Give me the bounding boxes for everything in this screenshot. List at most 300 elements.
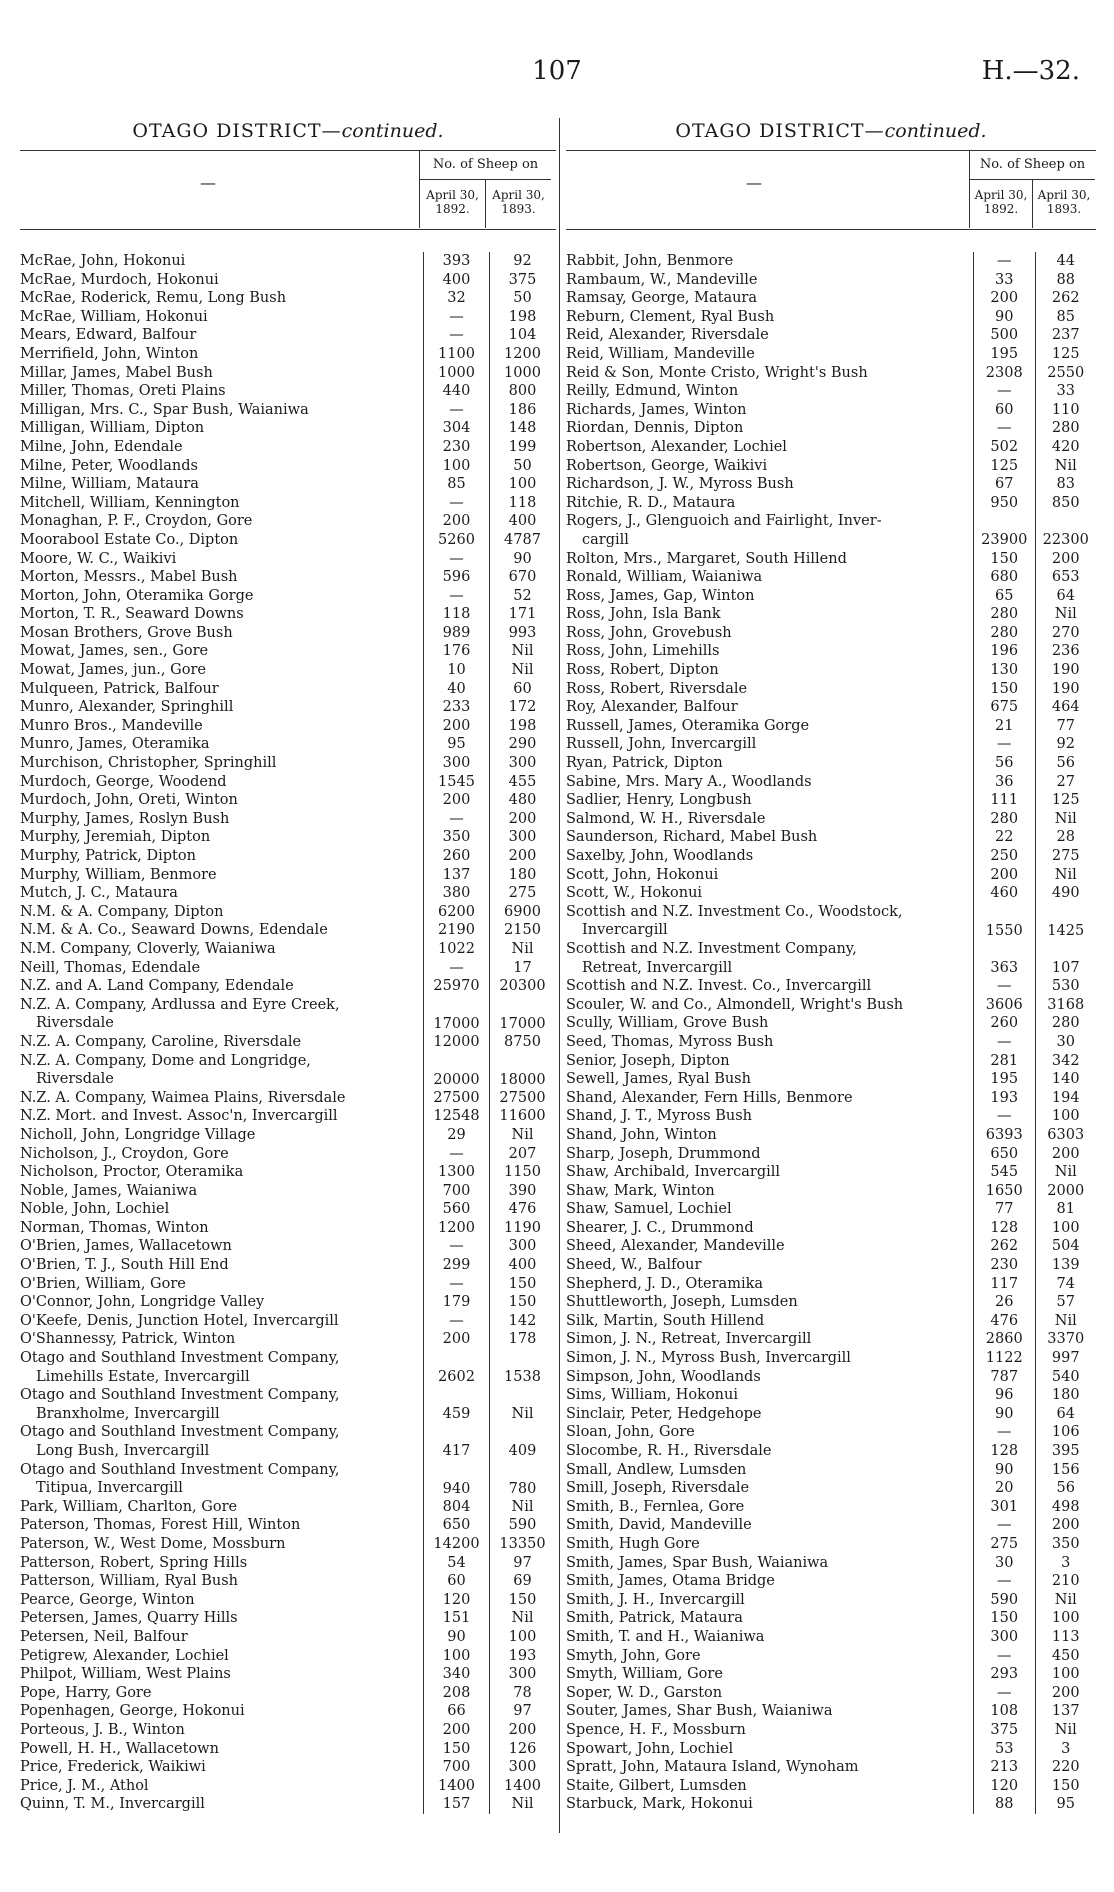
owner-name-text: Sharp, Joseph, Drummond [566,1145,761,1162]
owner-name [20,1293,423,1312]
sheep-1893-value: 2550 [1035,364,1097,383]
table-row [566,419,1096,438]
owner-name [566,289,973,308]
owner-name-text: Scully, William, Grove Bush [566,1015,769,1032]
owner-name [566,977,973,996]
table-row [566,1665,1096,1684]
owner-name [20,587,423,606]
owner-name-text: Senior, Joseph, Dipton [566,1052,730,1069]
column-divider [559,118,560,1833]
owner-name [20,735,423,754]
owner-name [566,401,973,420]
sheep-1893-value: 3 [1035,1554,1097,1573]
owner-name [566,587,973,606]
sheep-1892-value: 65 [973,587,1035,606]
table-row [20,587,556,606]
sheep-1893-value: 100 [1035,1219,1097,1238]
sheep-1892-value: 440 [423,382,489,401]
sheep-1893-value: 90 [489,550,555,569]
sheep-1892-value: 459 [423,1386,489,1423]
sheep-1893-value: 850 [1035,494,1097,513]
table-row [20,921,556,940]
table-row [20,717,556,736]
sheep-1892-value: 280 [973,810,1035,829]
owner-name-text: N.Z. Mort. and Invest. Assoc'n, Invercargill [20,1108,338,1125]
table-row [20,1293,556,1312]
table-row [566,1256,1096,1275]
table-row [20,1535,556,1554]
sheep-1893-value: 590 [489,1516,555,1535]
owner-name [20,419,423,438]
sheep-1893-value: 200 [489,1721,555,1740]
table-row [566,866,1096,885]
sheep-1892-value: 100 [423,1647,489,1666]
table-row [566,1795,1096,1814]
owner-name-continued: Invercargill [582,922,668,939]
sheep-1893-value: 530 [1035,977,1097,996]
owner-name-text: N.Z. and A. Land Company, Edendale [20,978,294,995]
owner-name-text: Smill, Joseph, Riversdale [566,1480,750,1497]
sheep-1893-value: 33 [1035,382,1097,401]
owner-name [566,438,973,457]
owner-name-text: Sinclair, Peter, Hedgehope [566,1405,762,1422]
sheep-1892-value: — [423,1312,489,1331]
table-row [20,1554,556,1573]
owner-name [20,1052,423,1089]
owner-name [566,1479,973,1498]
table-row [566,642,1096,661]
owner-name [20,531,423,550]
table-row [566,1033,1096,1052]
owner-name [20,1182,423,1201]
owner-name [20,1721,423,1740]
table-row [566,1591,1096,1610]
owner-name [566,996,973,1015]
sheep-1893-value: 3 [1035,1740,1097,1759]
sheep-1892-value: 10 [423,661,489,680]
owner-name-text: Neill, Thomas, Edendale [20,959,201,976]
owner-name [566,642,973,661]
table-row [566,1349,1096,1368]
owner-name-text: McRae, Murdoch, Hokonui [20,271,219,288]
sheep-1893-value: 52 [489,587,555,606]
table-row [566,401,1096,420]
sheep-1893-value: 275 [489,884,555,903]
owner-name [566,1758,973,1777]
sheep-1893-value: 56 [1035,754,1097,773]
table-row [566,1219,1096,1238]
owner-name [20,1163,423,1182]
sheep-1893-value: 190 [1035,680,1097,699]
owner-name-text: Quinn, T. M., Invercargill [20,1796,205,1813]
owner-name [20,1330,423,1349]
sheep-1893-value: Nil [1035,1721,1097,1740]
owner-name-text: McRae, William, Hokonui [20,308,208,325]
owner-name-text: N.M. Company, Cloverly, Waianiwa [20,940,276,957]
owner-name-text: Morton, John, Oteramika Gorge [20,587,254,604]
sheep-1892-value: — [423,326,489,345]
table-row [20,1237,556,1256]
owner-name-text: Spratt, John, Mataura Island, Wynoham [566,1759,859,1776]
left-title-cont: continued. [341,120,444,142]
owner-name-text: Petersen, James, Quarry Hills [20,1610,238,1627]
table-row [566,1014,1096,1033]
owner-name [566,1572,973,1591]
owner-name [566,1628,973,1647]
table-row [566,1554,1096,1573]
owner-name-text: Murdoch, John, Oreti, Winton [20,792,238,809]
sheep-1893-value: 194 [1035,1089,1097,1108]
owner-name [566,1014,973,1033]
table-row [20,252,556,271]
sheep-1893-value: 1000 [489,364,555,383]
table-row [566,977,1096,996]
owner-name [566,1442,973,1461]
owner-name-text: Sheed, W., Balfour [566,1257,702,1274]
owner-name [20,1740,423,1759]
sheep-1893-value: 60 [489,680,555,699]
table-row [20,977,556,996]
table-row [20,1665,556,1684]
owner-name-text: Norman, Thomas, Winton [20,1219,209,1236]
sheep-1893-value: 118 [489,494,555,513]
sheep-1893-value: 300 [489,754,555,773]
owner-name-text: Smith, J. H., Invercargill [566,1591,745,1608]
sheep-1892-value: 1550 [973,903,1035,940]
sheep-1893-value: Nil [1035,810,1097,829]
sheep-1893-value: 280 [1035,1014,1097,1033]
table-row [20,680,556,699]
sheep-1892-value: 1400 [423,1777,489,1796]
owner-name-text: Souter, James, Shar Bush, Waianiwa [566,1703,833,1720]
owner-name [20,1498,423,1517]
owner-name [566,828,973,847]
sheep-1892-value: 120 [423,1591,489,1610]
sheep-1893-value: Nil [1035,1163,1097,1182]
sheep-1893-value: 186 [489,401,555,420]
sheep-1893-value: 395 [1035,1442,1097,1461]
sheep-1893-value: 236 [1035,642,1097,661]
owner-name-text: Smyth, William, Gore [566,1666,723,1683]
owner-name-text: Shepherd, J. D., Oteramika [566,1275,764,1292]
sheep-1893-value: Nil [489,1386,555,1423]
table-row [20,308,556,327]
owner-name-text: Simpson, John, Woodlands [566,1368,761,1385]
sheep-1893-value: 30 [1035,1033,1097,1052]
sheep-1892-value: 650 [973,1145,1035,1164]
sheep-1892-value: 262 [973,1237,1035,1256]
sheep-1892-value: — [423,1145,489,1164]
owner-name-text: Shand, John, Winton [566,1126,717,1143]
sheep-1893-value: 6303 [1035,1126,1097,1145]
owner-name-text: N.Z. A. Company, Waimea Plains, Riversdale [20,1089,346,1106]
table-row [566,680,1096,699]
sheep-1893-value: 220 [1035,1758,1097,1777]
owner-name-text: O'Brien, William, Gore [20,1275,186,1292]
sheep-1893-value: Nil [1035,1312,1097,1331]
sheep-1893-value: 100 [1035,1665,1097,1684]
sheep-1893-value: 300 [489,1237,555,1256]
owner-name [20,494,423,513]
sheep-1893-value: 280 [1035,419,1097,438]
owner-name [20,959,423,978]
sheep-1893-value: 420 [1035,438,1097,457]
table-row [20,1200,556,1219]
table-row [566,1293,1096,1312]
sheep-1892-value: — [423,587,489,606]
owner-name [20,1609,423,1628]
owner-name-text: Mowat, James, jun., Gore [20,662,206,679]
owner-name-text: Seed, Thomas, Myross Bush [566,1033,774,1050]
owner-name [566,271,973,290]
owner-name [566,550,973,569]
owner-name-text: Noble, James, Waianiwa [20,1182,198,1199]
owner-name-text: Reilly, Edmund, Winton [566,383,739,400]
table-row [20,1312,556,1331]
sheep-1893-value: 100 [1035,1107,1097,1126]
sheep-1893-value: 1425 [1035,903,1097,940]
sheep-1892-value: — [423,401,489,420]
owner-name [566,1405,973,1424]
owner-name [20,791,423,810]
table-row [20,1516,556,1535]
owner-name-text: O'Keefe, Denis, Junction Hotel, Invercargill [20,1312,339,1329]
sheep-1893-value: 81 [1035,1200,1097,1219]
table-row [566,494,1096,513]
owner-name-text: Murphy, Patrick, Dipton [20,848,196,864]
sheep-1892-value: — [423,308,489,327]
owner-name [566,1740,973,1759]
table-row [566,1126,1096,1145]
owner-name-text: Sewell, James, Ryal Bush [566,1071,751,1088]
sheep-1892-value: 96 [973,1386,1035,1405]
owner-name-text: Paterson, Thomas, Forest Hill, Winton [20,1517,301,1534]
table-row [20,1702,556,1721]
table-row [566,1628,1096,1647]
owner-name-text: O'Brien, T. J., South Hill End [20,1257,229,1274]
sheep-1892-value: — [423,550,489,569]
table-row [566,326,1096,345]
owner-name-text: N.Z. A. Company, Caroline, Riversdale [20,1033,302,1050]
owner-name-text: N.Z. A. Company, Ardlussa and Eyre Creek, [20,996,340,1013]
owner-name-text: Rogers, J., Glenguoich and Fairlight, Inver- [566,513,882,530]
owner-name [566,1591,973,1610]
owner-name [566,1293,973,1312]
owner-name-continued: Riversdale [36,1015,114,1032]
sheep-1893-value: 4787 [489,531,555,550]
table-row [566,773,1096,792]
owner-name [20,1461,423,1498]
owner-name-text: Shaw, Archibald, Invercargill [566,1164,781,1181]
sheep-1892-value: 260 [423,847,489,866]
table-row [566,1498,1096,1517]
sheep-1892-value: 675 [973,698,1035,717]
owner-name-text: Silk, Martin, South Hillend [566,1312,765,1329]
sheep-1892-value: 56 [973,754,1035,773]
table-row [566,1237,1096,1256]
owner-name-text: Milne, William, Mataura [20,476,199,493]
owner-name-text: Scottish and N.Z. Investment Co., Woodstock, [566,903,903,920]
sheep-1892-value: 36 [973,773,1035,792]
owner-name [20,1219,423,1238]
sheep-1892-value: 700 [423,1182,489,1201]
sheep-1893-value: 300 [489,828,555,847]
sheep-1893-value: 3168 [1035,996,1097,1015]
table-row [20,791,556,810]
sheep-1893-value: 74 [1035,1275,1097,1294]
owner-name [20,661,423,680]
owner-name [566,1219,973,1238]
table-row [566,457,1096,476]
table-row [566,1442,1096,1461]
owner-name-text: O'Shannessy, Patrick, Winton [20,1331,236,1348]
sheep-1892-value: 2602 [423,1349,489,1386]
sheep-1892-value: 1200 [423,1219,489,1238]
sheep-1893-value: 125 [1035,791,1097,810]
sheep-1892-value: 150 [973,680,1035,699]
sheep-1892-value: 120 [973,1777,1035,1796]
sheep-1893-value: 106 [1035,1423,1097,1442]
table-row [566,587,1096,606]
owner-name [566,884,973,903]
owner-name [566,791,973,810]
table-row [20,959,556,978]
owner-name-text: Roy, Alexander, Balfour [566,699,738,716]
owner-name [20,382,423,401]
owner-name [566,1368,973,1387]
sheep-1892-value: 200 [423,1721,489,1740]
sheep-1892-value: 22 [973,828,1035,847]
owner-name [566,1535,973,1554]
table-row [566,1368,1096,1387]
table-row [566,1684,1096,1703]
owner-name [20,475,423,494]
left-title-main: OTAGO DISTRICT— [132,120,342,142]
table-row [20,1052,556,1089]
table-row [566,1758,1096,1777]
sheep-1893-value: 78 [489,1684,555,1703]
owner-name [20,1535,423,1554]
sheep-1892-value: 25970 [423,977,489,996]
owner-name [20,364,423,383]
owner-name-text: McRae, Roderick, Remu, Long Bush [20,290,287,307]
table-row [566,1182,1096,1201]
owner-name [20,698,423,717]
owner-name-text: Reid, William, Mandeville [566,345,755,362]
table-row [20,698,556,717]
owner-name [566,308,973,327]
sheep-1893-value: 64 [1035,1405,1097,1424]
right-table-header [566,150,1096,230]
table-row [566,1052,1096,1071]
table-row [566,1479,1096,1498]
sheep-1892-value: 66 [423,1702,489,1721]
table-row [566,1312,1096,1331]
table-row [566,940,1096,977]
owner-name-text: Simon, J. N., Retreat, Invercargill [566,1331,812,1348]
owner-name [566,735,973,754]
owner-name [566,1237,973,1256]
right-section-title [566,118,1096,150]
owner-name-text: Smyth, John, Gore [566,1647,701,1664]
owner-name [566,1256,973,1275]
sheep-1893-value: Nil [489,940,555,959]
owner-name [566,419,973,438]
sheep-1892-value: 1100 [423,345,489,364]
table-row [566,1275,1096,1294]
sheep-1893-value: 390 [489,1182,555,1201]
table-row [566,1461,1096,1480]
owner-name [20,1777,423,1796]
owner-name-text: Morton, T. R., Seaward Downs [20,606,244,623]
owner-name [566,326,973,345]
table-row [20,642,556,661]
sheep-1892-value: — [423,1237,489,1256]
sheep-1893-value: 97 [489,1554,555,1573]
table-row [20,1572,556,1591]
table-row [566,828,1096,847]
sheep-1892-value: 17000 [423,996,489,1033]
owner-name-text: Sabine, Mrs. Mary A., Woodlands [566,773,812,790]
left-table-body [20,252,556,1814]
sheep-1893-value: 199 [489,438,555,457]
owner-name [566,364,973,383]
sheep-1893-value: 464 [1035,698,1097,717]
sheep-1892-value: 545 [973,1163,1035,1182]
owner-name-text: Moorabool Estate Co., Dipton [20,531,239,548]
table-row [20,735,556,754]
table-row [566,810,1096,829]
owner-name-text: Ryan, Patrick, Dipton [566,755,723,772]
owner-name-text: Millar, James, Mabel Bush [20,364,213,381]
owner-name-text: Price, Frederick, Waikiwi [20,1759,206,1776]
owner-name [566,252,973,271]
table-row [20,605,556,624]
sheep-1892-value: 230 [423,438,489,457]
owner-name [566,1684,973,1703]
table-row [566,271,1096,290]
left-col-1893-header: April 30, 1893. [485,180,551,228]
sheep-1892-value: 193 [973,1089,1035,1108]
owner-name [566,1033,973,1052]
owner-name-continued: cargill [582,531,629,548]
sheep-1893-value: 125 [1035,345,1097,364]
owner-name [566,382,973,401]
sheep-1892-value: 200 [423,512,489,531]
owner-name-text: Spence, H. F., Mossburn [566,1721,746,1738]
owner-name-text: Nicholson, J., Croydon, Gore [20,1145,229,1162]
table-row [20,1795,556,1814]
sheep-1892-value: 130 [973,661,1035,680]
sheep-1892-value: 29 [423,1126,489,1145]
sheep-1893-value: Nil [489,1126,555,1145]
owner-name-text: Milligan, William, Dipton [20,420,205,437]
sheep-1892-value: 60 [423,1572,489,1591]
owner-name-text: Reid & Son, Monte Cristo, Wright's Bush [566,364,868,381]
owner-name [20,550,423,569]
sheep-1892-value: 1122 [973,1349,1035,1368]
owner-name-text: Saunderson, Richard, Mabel Bush [566,829,818,846]
sheep-1893-value: 50 [489,289,555,308]
table-row [566,661,1096,680]
table-row [20,382,556,401]
owner-name [20,1237,423,1256]
owner-name-text: Morton, Messrs., Mabel Bush [20,569,238,586]
table-row [20,531,556,550]
sheep-1893-value: 198 [489,308,555,327]
owner-name [566,1052,973,1071]
sheep-1893-value: 997 [1035,1349,1097,1368]
